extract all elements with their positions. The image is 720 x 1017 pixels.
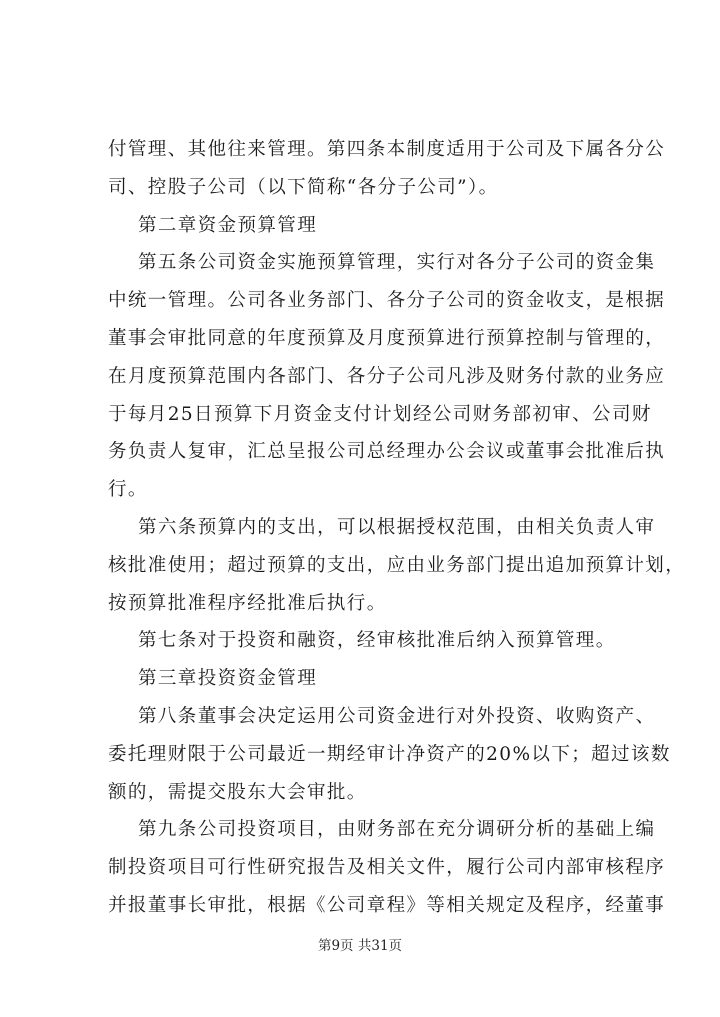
text-line: 董事会审批同意的年度预算及月度预算进行预算控制与管理的， (108, 327, 666, 349)
text-line: 按预算批准程序经批准后执行。 (108, 592, 387, 614)
text-line: 第五条公司资金实施预算管理，实行对各分子公司的资金集 (138, 252, 656, 274)
text-line: 第二章资金预算管理 (138, 214, 318, 236)
text-line: 第九条公司投资项目，由财务部在充分调研分析的基础上编 (138, 819, 656, 841)
text-line: 并报董事长审批，根据《公司章程》等相关规定及程序，经董事 (108, 894, 666, 916)
text-line: 司、控股子公司（以下简称“各分子公司”）。 (108, 176, 499, 198)
text-line: 委托理财限于公司最近一期经审计净资产的20%以下；超过该数 (108, 743, 671, 765)
text-line: 在月度预算范围内各部门、各分子公司凡涉及财务付款的业务应 (108, 365, 666, 387)
text-line: 第三章投资资金管理 (138, 668, 318, 690)
document-body (108, 131, 686, 925)
text-line: 额的，需提交股东大会审批。 (108, 781, 367, 803)
text-line: 务负责人复审，汇总呈报公司总经理办公会议或董事会批准后执 (108, 441, 666, 463)
text-line: 付管理、其他往来管理。第四条本制度适用于公司及下属各分公 (108, 139, 666, 160)
text-line: 中统一管理。公司各业务部门、各分子公司的资金收支，是根据 (108, 290, 666, 312)
page-number-footer: 第9页 共31页 (317, 938, 403, 954)
text-line: 于每月25日预算下月资金支付计划经公司财务部初审、公司财 (108, 403, 652, 425)
text-line: 行。 (108, 479, 148, 501)
text-line: 第七条对于投资和融资，经审核批准后纳入预算管理。 (138, 630, 616, 652)
text-line: 制投资项目可行性研究报告及相关文件，履行公司内部审核程序 (108, 857, 666, 879)
text-line: 第六条预算内的支出，可以根据授权范围，由相关负责人审 (138, 516, 656, 538)
text-line: 核批准使用；超过预算的支出，应由业务部门提出追加预算计划， (108, 554, 686, 576)
text-line: 第八条董事会决定运用公司资金进行对外投资、收购资产、 (138, 705, 656, 727)
